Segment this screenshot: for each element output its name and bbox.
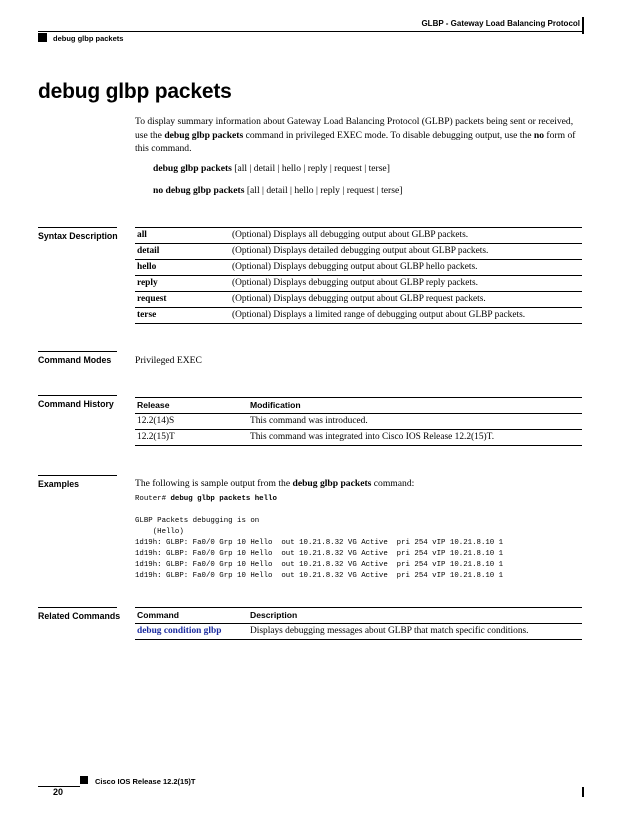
page-title: debug glbp packets <box>38 80 232 103</box>
description-cell: (Optional) Displays a limited range of debugging output about GLBP packets. <box>230 308 582 324</box>
syntax-command: debug glbp packets <box>153 163 232 174</box>
intro-text-3: form of this command. <box>135 129 576 154</box>
related-commands-table <box>135 607 582 640</box>
examples-intro <box>135 477 585 491</box>
command-modes-value: Privileged EXEC <box>135 355 202 366</box>
column-header-modification: Modification <box>248 398 582 414</box>
section-label-command-history: Command History <box>38 399 114 409</box>
header-rule <box>38 31 584 32</box>
section-rule <box>38 395 117 396</box>
section-label-examples: Examples <box>38 479 80 489</box>
table-row <box>135 430 582 446</box>
table-header-row <box>135 398 582 414</box>
description-cell: Displays debugging messages about GLBP that match specific conditions. <box>248 624 582 640</box>
table-row <box>135 414 582 430</box>
description-cell: (Optional) Displays debugging output about GLBP reply packets. <box>230 276 582 292</box>
description-cell: (Optional) Displays detailed debugging output about GLBP packets. <box>230 244 582 260</box>
description-cell: (Optional) Displays debugging output about GLBP request packets. <box>230 292 582 308</box>
related-command-link[interactable]: debug condition glbp <box>137 626 222 636</box>
table-row <box>135 260 582 276</box>
keyword-cell: request <box>135 292 230 308</box>
table-row <box>135 292 582 308</box>
intro-command: debug glbp packets <box>164 129 244 141</box>
description-cell: (Optional) Displays debugging output about GLBP hello packets. <box>230 260 582 276</box>
examples-intro-text: The following is sample output from the <box>135 478 293 489</box>
description-cell: (Optional) Displays all debugging output about GLBP packets. <box>230 228 582 244</box>
syntax-description-table <box>135 227 582 324</box>
command-cell <box>135 624 248 640</box>
table-row <box>135 624 582 640</box>
table-header-row <box>135 608 582 624</box>
syntax-line-debug <box>153 163 390 174</box>
footer-square-icon <box>80 776 88 784</box>
table-row <box>135 244 582 260</box>
section-rule <box>38 475 117 476</box>
intro-no-keyword: no <box>533 129 545 141</box>
column-header-release: Release <box>135 398 248 414</box>
examples-intro-command: debug glbp packets <box>292 478 372 489</box>
syntax-line-no-debug <box>153 185 402 196</box>
keyword-cell: all <box>135 228 230 244</box>
table-row <box>135 308 582 324</box>
keyword-cell: detail <box>135 244 230 260</box>
modification-cell: This command was integrated into Cisco IOS Release 12.2(15)T. <box>248 430 582 446</box>
running-header-section: debug glbp packets <box>53 34 124 43</box>
section-label-related-commands: Related Commands <box>38 611 121 621</box>
intro-text-2: command in privileged EXEC mode. To disable debugging output, use the <box>243 129 534 141</box>
section-rule <box>38 607 117 608</box>
column-header-command: Command <box>135 608 248 624</box>
keyword-cell: reply <box>135 276 230 292</box>
example-command: debug glbp packets hello <box>170 495 277 503</box>
page-number: 20 <box>53 787 64 797</box>
section-rule <box>38 227 117 228</box>
syntax-args: [all | detail | hello | reply | request | terse] <box>244 185 403 196</box>
keyword-cell: hello <box>135 260 230 276</box>
modification-cell: This command was introduced. <box>248 414 582 430</box>
intro-text-1: To display summary information about Gateway Load Balancing Protocol (GLBP) packets being sent or received, use the <box>135 116 574 141</box>
keyword-cell: terse <box>135 308 230 324</box>
section-rule <box>38 351 117 352</box>
example-command-line <box>135 494 277 505</box>
syntax-command: no debug glbp packets <box>153 185 245 196</box>
intro-paragraph <box>135 115 585 156</box>
running-header-title: GLBP - Gateway Load Balancing Protocol <box>421 19 580 28</box>
examples-intro-text-end: command: <box>371 478 415 489</box>
section-label-command-modes: Command Modes <box>38 355 112 365</box>
header-square-icon <box>38 33 47 42</box>
table-row <box>135 276 582 292</box>
syntax-args: [all | detail | hello | reply | request | terse] <box>231 163 390 174</box>
router-prompt: Router# <box>135 495 171 503</box>
release-cell: 12.2(15)T <box>135 430 248 446</box>
footer-release: Cisco IOS Release 12.2(15)T <box>95 777 196 786</box>
footer-vertical-bar <box>582 787 584 797</box>
release-cell: 12.2(14)S <box>135 414 248 430</box>
table-row <box>135 228 582 244</box>
column-header-description: Description <box>248 608 582 624</box>
section-label-syntax-description: Syntax Description <box>38 231 118 241</box>
command-history-table <box>135 397 582 446</box>
example-output: GLBP Packets debugging is on (Hello) 1d19h: GLBP: Fa0/0 Grp 10 Hello out 10.21.8.32 VG Active pri 254 vIP 10.21.8.10 1 1d19h: GLBP: Fa0/0 Grp 10 Hello out 10.21.8.32 VG Active pri 254 vIP 10.21.8.10 1 1d19h: GLBP: Fa0/0 Grp 10 Hello out 10.21.8.32 VG Active pri 254 vIP 10.21.8.10 1 1d19h: GLBP: Fa0/0 Grp 10 Hello out 10.21.8.32 VG Active pri 254 vIP 10.21.8.10 1 <box>135 517 504 580</box>
